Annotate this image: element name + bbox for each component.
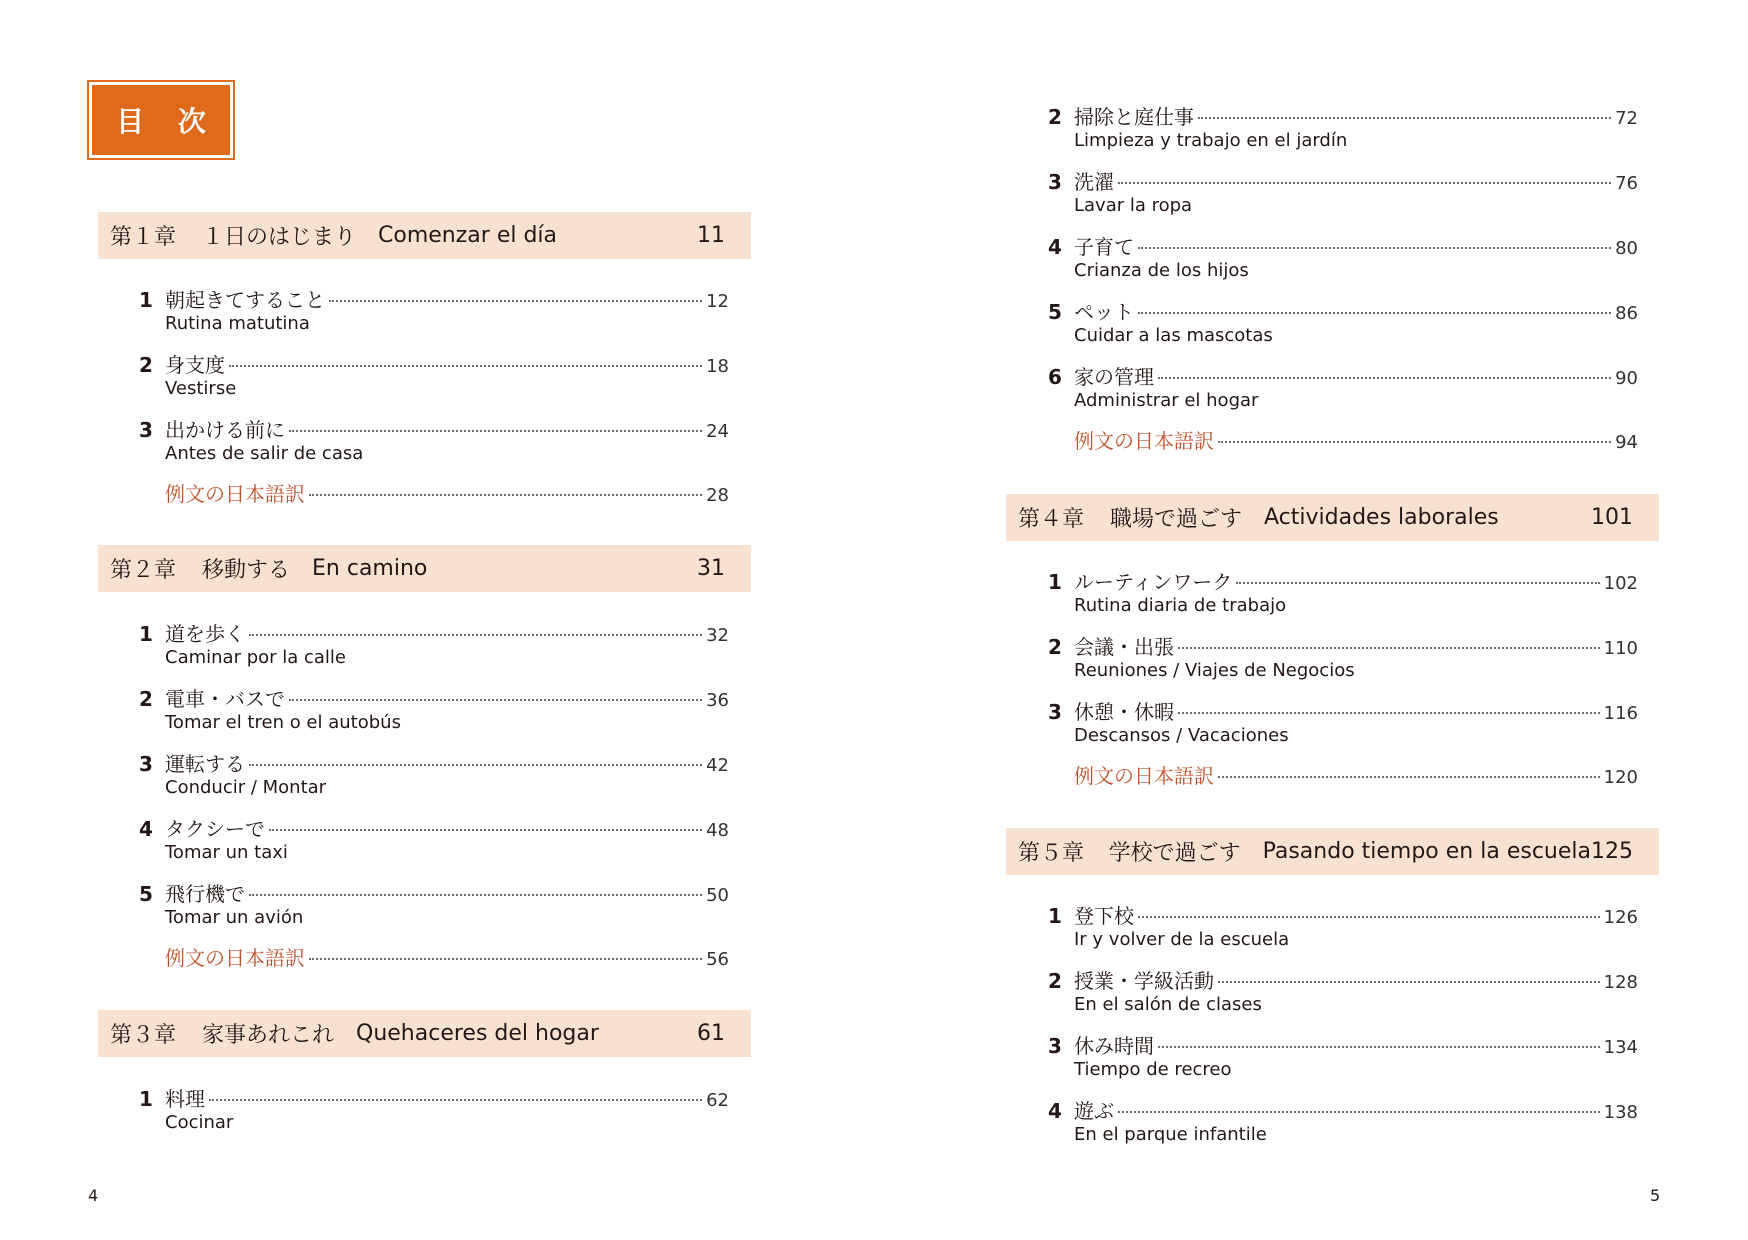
entry-page: 56 [706, 949, 729, 970]
toc-entry[interactable] [1048, 1030, 1638, 1082]
entry-number: 1 [1048, 904, 1062, 928]
dot-leader [269, 829, 702, 831]
entry-number: 2 [1048, 105, 1062, 129]
chapter-number: 第４章 [1018, 507, 1085, 532]
chapter-heading[interactable] [1006, 494, 1659, 541]
chapter-number: 第１章 [110, 225, 177, 250]
entry-title-jp: 会議・出張 [1074, 635, 1174, 659]
toc-entry[interactable] [1048, 696, 1638, 748]
entry-page: 36 [706, 690, 729, 711]
entry-number: 1 [139, 288, 153, 312]
page-number: 4 [88, 1186, 99, 1205]
entry-title-es: En el salón de clases [1074, 994, 1262, 1015]
page-number: 5 [1650, 1186, 1661, 1205]
entry-number: 2 [1048, 635, 1062, 659]
entry-page: 138 [1603, 1102, 1638, 1123]
chapter-title-jp: 職場で過ごす [1110, 507, 1243, 532]
dot-leader [1178, 647, 1600, 649]
entry-page: 12 [706, 291, 729, 312]
entry-page: 76 [1615, 173, 1638, 194]
entry-number: 3 [139, 418, 153, 442]
chapter-heading[interactable] [98, 545, 751, 592]
chapter-page: 31 [697, 556, 725, 581]
dot-leader [329, 300, 702, 302]
toc-entry[interactable] [139, 878, 729, 930]
toc-entry[interactable] [139, 414, 729, 466]
entry-title-es: Crianza de los hijos [1074, 260, 1249, 281]
chapter-heading[interactable] [98, 1010, 751, 1057]
toc-entry[interactable] [139, 1083, 729, 1135]
example-translation-entry[interactable] [1074, 760, 1638, 789]
toc-entry[interactable] [1048, 231, 1638, 283]
entry-title-jp: 朝起きてすること [165, 288, 325, 312]
entry-page: 24 [706, 421, 729, 442]
dot-leader [1118, 1111, 1600, 1113]
chapter-title-es: En camino [312, 556, 428, 581]
dot-leader [1158, 377, 1611, 379]
entry-number: 3 [139, 752, 153, 776]
dot-leader [1118, 182, 1611, 184]
entry-title-jp: 出かける前に [165, 418, 285, 442]
toc-entry[interactable] [1048, 361, 1638, 413]
entry-title-es: Rutina matutina [165, 313, 310, 334]
entry-number: 2 [139, 353, 153, 377]
example-translation-entry[interactable] [1074, 425, 1638, 454]
entry-title-jp: タクシーで [165, 817, 265, 841]
entry-number: 2 [1048, 969, 1062, 993]
entry-page: 86 [1615, 303, 1638, 324]
entry-title-jp: 登下校 [1074, 904, 1134, 928]
entry-title-es: Conducir / Montar [165, 777, 327, 798]
entry-page: 128 [1603, 972, 1638, 993]
toc-title: 目 次 [92, 85, 230, 155]
entry-page: 80 [1615, 238, 1638, 259]
dot-leader [1138, 247, 1611, 249]
toc-entry[interactable] [1048, 101, 1638, 153]
dot-leader [1198, 117, 1611, 119]
entry-title-jp: 道を歩く [165, 622, 245, 646]
entry-number: 1 [1048, 570, 1062, 594]
entry-page: 72 [1615, 108, 1638, 129]
chapter-title-es: Actividades laborales [1264, 505, 1499, 530]
chapter-heading[interactable] [98, 212, 751, 259]
entry-page: 116 [1603, 703, 1638, 724]
entry-page: 48 [706, 820, 729, 841]
entry-page: 94 [1615, 432, 1638, 453]
entry-title-jp: 運転する [165, 752, 245, 776]
entry-number: 3 [1048, 1034, 1062, 1058]
right-page [874, 0, 1748, 1240]
chapter-title-es: Quehaceres del hogar [356, 1021, 599, 1046]
entry-page: 126 [1603, 907, 1638, 928]
dot-leader [249, 634, 702, 636]
entry-number: 5 [139, 882, 153, 906]
entry-title-jp: 休憩・休暇 [1074, 700, 1174, 724]
entry-number: 2 [139, 687, 153, 711]
example-translation-label: 例文の日本語訳 [1074, 429, 1214, 453]
chapter-title-jp: １日のはじまり [202, 225, 357, 250]
entry-number: 4 [1048, 235, 1062, 259]
entry-title-es: Lavar la ropa [1074, 195, 1193, 216]
chapter-heading[interactable] [1006, 828, 1659, 875]
toc-entry[interactable] [1048, 566, 1638, 618]
entry-title-es: Descansos / Vacaciones [1074, 725, 1289, 746]
dot-leader [1218, 981, 1600, 983]
entry-title-es: Administrar el hogar [1074, 390, 1259, 411]
dot-leader [209, 1099, 702, 1101]
toc-entry[interactable] [139, 813, 729, 865]
entry-title-es: Reuniones / Viajes de Negocios [1074, 660, 1355, 681]
entry-title-es: Tiempo de recreo [1074, 1059, 1232, 1080]
entry-number: 1 [139, 1087, 153, 1111]
entry-page: 50 [706, 885, 729, 906]
chapter-title-jp: 移動する [202, 558, 291, 583]
chapter-page: 61 [697, 1021, 725, 1046]
entry-title-jp: 掃除と庭仕事 [1074, 105, 1194, 129]
chapter-number: 第２章 [110, 558, 177, 583]
toc-entry[interactable] [139, 349, 729, 401]
chapter-title-es: Comenzar el día [378, 223, 558, 248]
dot-leader [1218, 441, 1611, 443]
example-translation-entry[interactable] [165, 942, 729, 971]
toc-entry[interactable] [1048, 1095, 1638, 1147]
dot-leader [229, 365, 702, 367]
entry-title-es: Tomar un taxi [165, 842, 288, 863]
entry-number: 3 [1048, 170, 1062, 194]
entry-title-es: Antes de salir de casa [165, 443, 364, 464]
chapter-page: 101 [1591, 505, 1633, 530]
entry-title-es: Limpieza y trabajo en el jardín [1074, 130, 1348, 151]
toc-entry[interactable] [139, 683, 729, 735]
dot-leader [1236, 582, 1599, 584]
entry-title-jp: 料理 [165, 1087, 205, 1111]
entry-title-jp: 身支度 [165, 353, 225, 377]
entry-title-es: Rutina diaria de trabajo [1074, 595, 1287, 616]
entry-title-jp: 飛行機で [165, 882, 245, 906]
entry-title-jp: 遊ぶ [1074, 1099, 1114, 1123]
entry-number: 4 [1048, 1099, 1062, 1123]
example-translation-label: 例文の日本語訳 [1074, 764, 1214, 788]
entry-title-es: Caminar por la calle [165, 647, 347, 668]
entry-title-es: En el parque infantile [1074, 1124, 1267, 1145]
entry-page: 32 [706, 625, 729, 646]
toc-entry[interactable] [139, 748, 729, 800]
entry-number: 5 [1048, 300, 1062, 324]
entry-title-es: Ir y volver de la escuela [1074, 929, 1290, 950]
chapter-number: 第５章 [1018, 841, 1085, 866]
entry-title-jp: 洗濯 [1074, 170, 1114, 194]
dot-leader [1178, 712, 1600, 714]
entry-title-jp: 子育て [1074, 235, 1134, 259]
entry-title-es: Tomar el tren o el autobús [165, 712, 401, 733]
entry-title-jp: ルーティンワーク [1074, 570, 1233, 594]
dot-leader [309, 494, 702, 496]
dot-leader [249, 764, 702, 766]
entry-page: 90 [1615, 368, 1638, 389]
entry-page: 134 [1603, 1037, 1638, 1058]
entry-number: 6 [1048, 365, 1062, 389]
entry-title-jp: 休み時間 [1074, 1034, 1154, 1058]
entry-page: 102 [1603, 573, 1638, 594]
entry-number: 4 [139, 817, 153, 841]
entry-title-jp: 授業・学級活動 [1074, 969, 1214, 993]
toc-entry[interactable] [139, 618, 729, 670]
entry-page: 62 [706, 1090, 729, 1111]
chapter-page: 125 [1591, 839, 1633, 864]
chapter-number: 第３章 [110, 1023, 177, 1048]
entry-title-es: Cocinar [165, 1112, 234, 1133]
dot-leader [1138, 312, 1611, 314]
entry-title-jp: ペット [1074, 300, 1134, 324]
toc-entry[interactable] [1048, 900, 1638, 952]
entry-title-jp: 家の管理 [1074, 365, 1154, 389]
toc-entry[interactable] [1048, 296, 1638, 348]
entry-title-jp: 電車・バスで [165, 687, 285, 711]
dot-leader [1158, 1046, 1600, 1048]
entry-page: 28 [706, 485, 729, 506]
entry-title-es: Cuidar a las mascotas [1074, 325, 1273, 346]
chapter-title-jp: 学校で過ごす [1108, 841, 1241, 866]
entry-number: 3 [1048, 700, 1062, 724]
entry-title-es: Vestirse [165, 378, 237, 399]
toc-entry[interactable] [1048, 631, 1638, 683]
example-translation-label: 例文の日本語訳 [165, 946, 305, 970]
example-translation-entry[interactable] [165, 478, 729, 507]
dot-leader [309, 958, 702, 960]
entry-number: 1 [139, 622, 153, 646]
dot-leader [249, 894, 702, 896]
toc-entry[interactable] [1048, 965, 1638, 1017]
dot-leader [1138, 916, 1600, 918]
dot-leader [289, 430, 702, 432]
entry-page: 42 [706, 755, 729, 776]
toc-entry[interactable] [139, 284, 729, 336]
dot-leader [1218, 776, 1600, 778]
entry-title-es: Tomar un avión [165, 907, 304, 928]
entry-page: 110 [1603, 638, 1638, 659]
chapter-title-jp: 家事あれこれ [202, 1023, 335, 1048]
entry-page: 18 [706, 356, 729, 377]
dot-leader [289, 699, 702, 701]
toc-entry[interactable] [1048, 166, 1638, 218]
chapter-page: 11 [697, 223, 725, 248]
example-translation-label: 例文の日本語訳 [165, 482, 305, 506]
chapter-title-es: Pasando tiempo en la escuela [1262, 839, 1591, 864]
entry-page: 120 [1603, 767, 1638, 788]
